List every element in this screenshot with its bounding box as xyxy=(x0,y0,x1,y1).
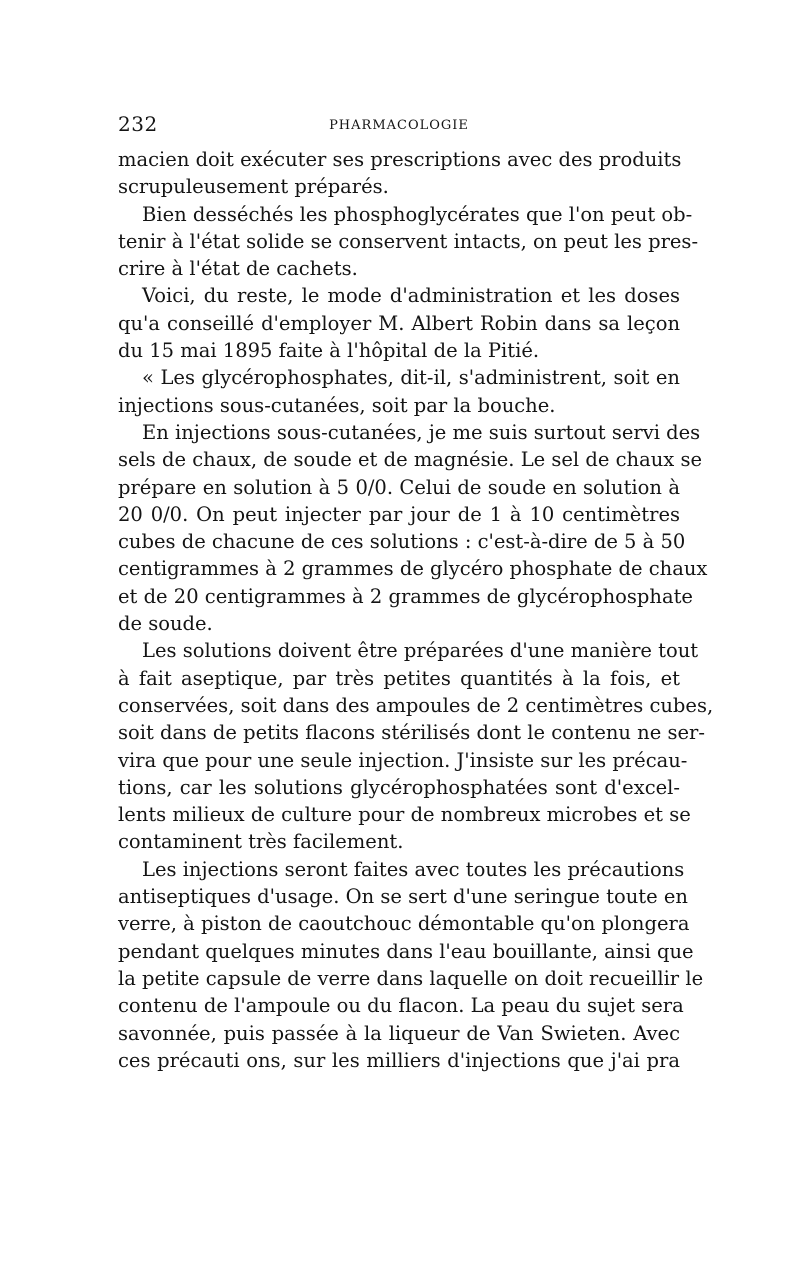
body-text xyxy=(118,146,714,1074)
text-line: soit dans de petits flacons stérilisés dont le contenu ne ser- xyxy=(118,721,705,745)
text-line: et de 20 centigrammes à 2 grammes de glycérophosphate xyxy=(118,584,693,608)
text-line: En injections sous-cutanées, je me suis surtout servi des xyxy=(142,420,701,444)
text-line: à fait aseptique, par très petites quantités à la fois, et xyxy=(118,666,680,690)
text-line: Les solutions doivent être préparées d'une manière tout xyxy=(142,639,699,663)
text-line: « Les glycérophosphates, dit-il, s'administrent, soit en xyxy=(142,366,680,390)
text-line: tions, car les solutions glycérophosphatées sont d'excel- xyxy=(118,775,680,799)
text-line: de soude. xyxy=(118,612,213,636)
text-line: Les injections seront faites avec toutes les précautions xyxy=(142,857,685,881)
text-line: prépare en solution à 5 0/0. Celui de soude en solution à xyxy=(118,475,680,499)
text-line: Voici, du reste, le mode d'administration et les doses xyxy=(142,284,680,308)
text-line: crire à l'état de cachets. xyxy=(118,257,358,281)
text-line: savonnée, puis passée à la liqueur de Van Swieten. Avec xyxy=(118,1021,680,1045)
text-line: contenu de l'ampoule ou du flacon. La peau du sujet sera xyxy=(118,994,684,1018)
text-line: lents milieux de culture pour de nombreux microbes et se xyxy=(118,803,691,827)
text-line: tenir à l'état solide se conservent intacts, on peut les pres- xyxy=(118,229,699,253)
text-line: ces précauti ons, sur les milliers d'injections que j'ai pra xyxy=(118,1048,680,1072)
text-line: contaminent très facilement. xyxy=(118,830,404,854)
text-line: qu'a conseillé d'employer M. Albert Robin dans sa leçon xyxy=(118,311,680,335)
text-line: injections sous-cutanées, soit par la bouche. xyxy=(118,393,556,417)
text-line: vira que pour une seule injection. J'insiste sur les précau- xyxy=(118,748,688,772)
text-line: conservées, soit dans des ampoules de 2 centimètres cubes, xyxy=(118,693,714,717)
text-line: scrupuleusement préparés. xyxy=(118,175,389,199)
book-page xyxy=(118,110,714,1074)
text-line: verre, à piston de caoutchouc démontable qu'on plongera xyxy=(118,912,690,936)
text-line: antiseptiques d'usage. On se sert d'une seringue toute en xyxy=(118,885,688,909)
text-line: la petite capsule de verre dans laquelle on doit recueillir le xyxy=(118,966,704,990)
running-head: PHARMACOLOGIE xyxy=(329,118,469,133)
text-line: macien doit exécuter ses prescriptions avec des produits xyxy=(118,148,682,171)
text-line: sels de chaux, de soude et de magnésie. Le sel de chaux se xyxy=(118,448,702,472)
page-number: 232 xyxy=(118,112,158,136)
text-line: 20 0/0. On peut injecter par jour de 1 à 10 centimètres xyxy=(118,502,680,526)
text-line: cubes de chacune de ces solutions : c'est-à-dire de 5 à 50 xyxy=(118,530,686,554)
text-line: centigrammes à 2 grammes de glycéro phosphate de chaux xyxy=(118,557,708,581)
text-line: pendant quelques minutes dans l'eau bouillante, ainsi que xyxy=(118,939,694,963)
text-line: du 15 mai 1895 faite à l'hôpital de la Pitié. xyxy=(118,339,540,363)
page-header xyxy=(118,110,680,146)
text-line: Bien desséchés les phosphoglycérates que l'on peut ob- xyxy=(142,202,693,226)
